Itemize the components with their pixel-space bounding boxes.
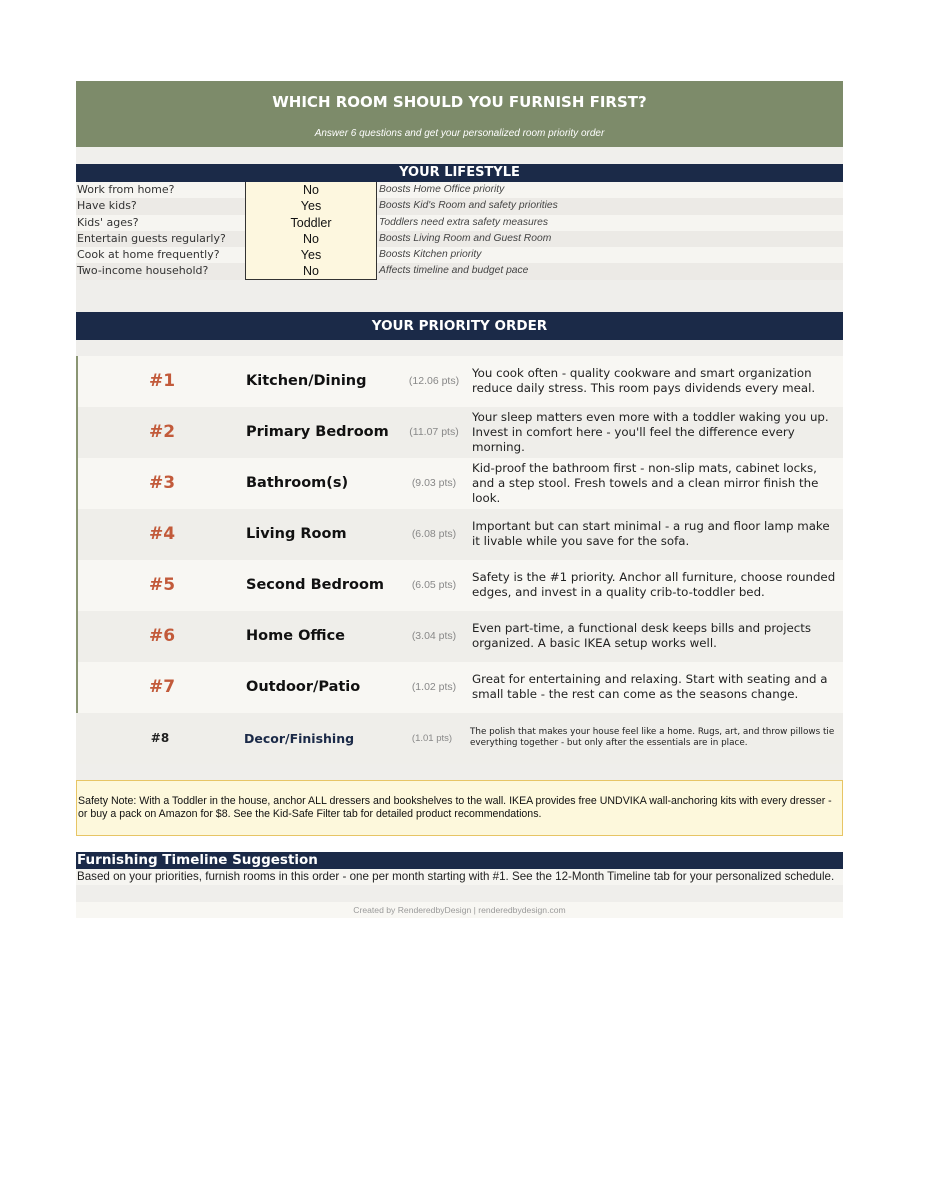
room-description: The polish that makes your house feel like a home. Rugs, art, and throw pillows tie everything together - but only after the essentials are in place. xyxy=(470,726,835,749)
priority-row xyxy=(76,662,843,713)
priority-rank: #7 xyxy=(148,677,176,698)
footer-credit: Created by RenderedbyDesign | renderedbydesign.com xyxy=(76,902,843,918)
worksheet xyxy=(76,81,843,918)
room-description: Even part-time, a functional desk keeps bills and projects organized. A basic IKEA setup works well. xyxy=(472,621,811,651)
room-points: (6.08 pts) xyxy=(411,528,457,541)
question-note: Affects timeline and budget pace xyxy=(379,265,529,277)
timeline-text: Based on your priorities, furnish rooms in this order - one per month starting with #1. See the 12-Month Timeline tab for your personalized schedule. xyxy=(76,869,843,885)
priority-row xyxy=(76,509,843,560)
answer-cell[interactable]: No xyxy=(245,263,377,279)
priority-rank: #1 xyxy=(148,371,176,392)
question-note: Boosts Kitchen priority xyxy=(379,249,482,261)
priority-row xyxy=(76,611,843,662)
room-name: Living Room xyxy=(246,526,347,543)
room-points: (12.06 pts) xyxy=(408,375,460,388)
room-name: Decor/Finishing xyxy=(244,730,355,746)
priority-rank: #6 xyxy=(148,626,176,647)
priority-rank: #3 xyxy=(148,473,176,494)
safety-note: Safety Note: With a Toddler in the house, anchor ALL dressers and bookshelves to the wall. IKEA provides free UNDVIKA wall-anchoring kits with every dresser - or buy a pack on Amazon for $8. See the Kid-Safe Filter tab for detailed product recommendations. xyxy=(76,780,843,836)
question-row xyxy=(76,263,843,279)
room-name: Bathroom(s) xyxy=(246,475,349,492)
spacer xyxy=(76,340,843,356)
room-points: (9.03 pts) xyxy=(411,477,457,490)
question-row xyxy=(76,231,843,247)
room-description: Safety is the #1 priority. Anchor all furniture, choose rounded edges, and invest in a quality crib-to-toddler bed. xyxy=(472,570,836,600)
room-name: Outdoor/Patio xyxy=(246,679,361,696)
priority-rank: #2 xyxy=(148,422,176,443)
room-points: (11.07 pts) xyxy=(409,426,459,439)
spacer xyxy=(76,147,843,164)
priority-heading: YOUR PRIORITY ORDER xyxy=(76,312,843,340)
priority-row xyxy=(76,458,843,509)
question-label: Kids' ages? xyxy=(77,215,139,229)
question-label: Entertain guests regularly? xyxy=(77,231,226,245)
room-name: Second Bedroom xyxy=(246,577,385,594)
page-subtitle: Answer 6 questions and get your personalized room priority order xyxy=(314,128,605,139)
spacer xyxy=(76,764,843,780)
answer-cell[interactable]: Toddler xyxy=(245,215,377,231)
priority-row xyxy=(76,560,843,611)
room-points: (1.01 pts) xyxy=(411,732,453,744)
page-title: WHICH ROOM SHOULD YOU FURNISH FIRST? xyxy=(272,93,647,111)
spacer xyxy=(76,885,843,902)
question-row xyxy=(76,182,843,198)
answer-cell[interactable]: Yes xyxy=(245,247,377,263)
priority-row xyxy=(76,713,843,764)
spacer xyxy=(76,836,843,852)
title-banner xyxy=(76,81,843,147)
priority-row xyxy=(76,356,843,407)
room-name: Kitchen/Dining xyxy=(246,373,367,390)
room-description: Great for entertaining and relaxing. Start with seating and a small table - the rest can come as the seasons change. xyxy=(472,672,828,702)
question-row xyxy=(76,215,843,231)
room-description: Your sleep matters even more with a toddler waking you up. Invest in comfort here - you'll feel the difference every morning. xyxy=(472,409,829,454)
question-label: Have kids? xyxy=(77,199,137,213)
question-label: Work from home? xyxy=(77,183,175,196)
question-note: Boosts Kid's Room and safety priorities xyxy=(379,200,558,212)
priority-rank: #4 xyxy=(148,524,176,545)
question-note: Boosts Living Room and Guest Room xyxy=(379,232,552,244)
lifestyle-heading: YOUR LIFESTYLE xyxy=(76,164,843,182)
room-name: Home Office xyxy=(246,628,346,645)
priority-rank: #5 xyxy=(148,575,176,596)
question-note: Toddlers need extra safety measures xyxy=(379,216,549,228)
answer-cell[interactable]: No xyxy=(245,231,377,247)
priority-list xyxy=(76,356,843,764)
question-note: Boosts Home Office priority xyxy=(379,184,505,195)
room-points: (6.05 pts) xyxy=(411,579,457,592)
timeline-heading: Furnishing Timeline Suggestion xyxy=(76,852,843,869)
priority-rank: #8 xyxy=(150,731,170,746)
answer-cell[interactable]: Yes xyxy=(245,198,377,214)
answer-cell[interactable]: No xyxy=(245,182,377,198)
room-description: Important but can start minimal - a rug and floor lamp make it livable while you save for the sofa. xyxy=(472,519,830,549)
room-points: (3.04 pts) xyxy=(411,630,457,643)
lifestyle-questions xyxy=(76,182,843,280)
room-points: (1.02 pts) xyxy=(411,681,457,694)
room-description: Kid-proof the bathroom first - non-slip mats, cabinet locks, and a step stool. Fresh towels and a clean mirror finish the look. xyxy=(472,460,819,505)
room-description: You cook often - quality cookware and smart organization reduce daily stress. This room pays dividends every meal. xyxy=(472,366,816,396)
priority-row xyxy=(76,407,843,458)
question-row xyxy=(76,247,843,263)
question-row xyxy=(76,198,843,214)
room-name: Primary Bedroom xyxy=(246,424,389,441)
question-label: Cook at home frequently? xyxy=(77,248,220,262)
spacer xyxy=(76,280,843,312)
question-label: Two-income household? xyxy=(77,264,209,278)
